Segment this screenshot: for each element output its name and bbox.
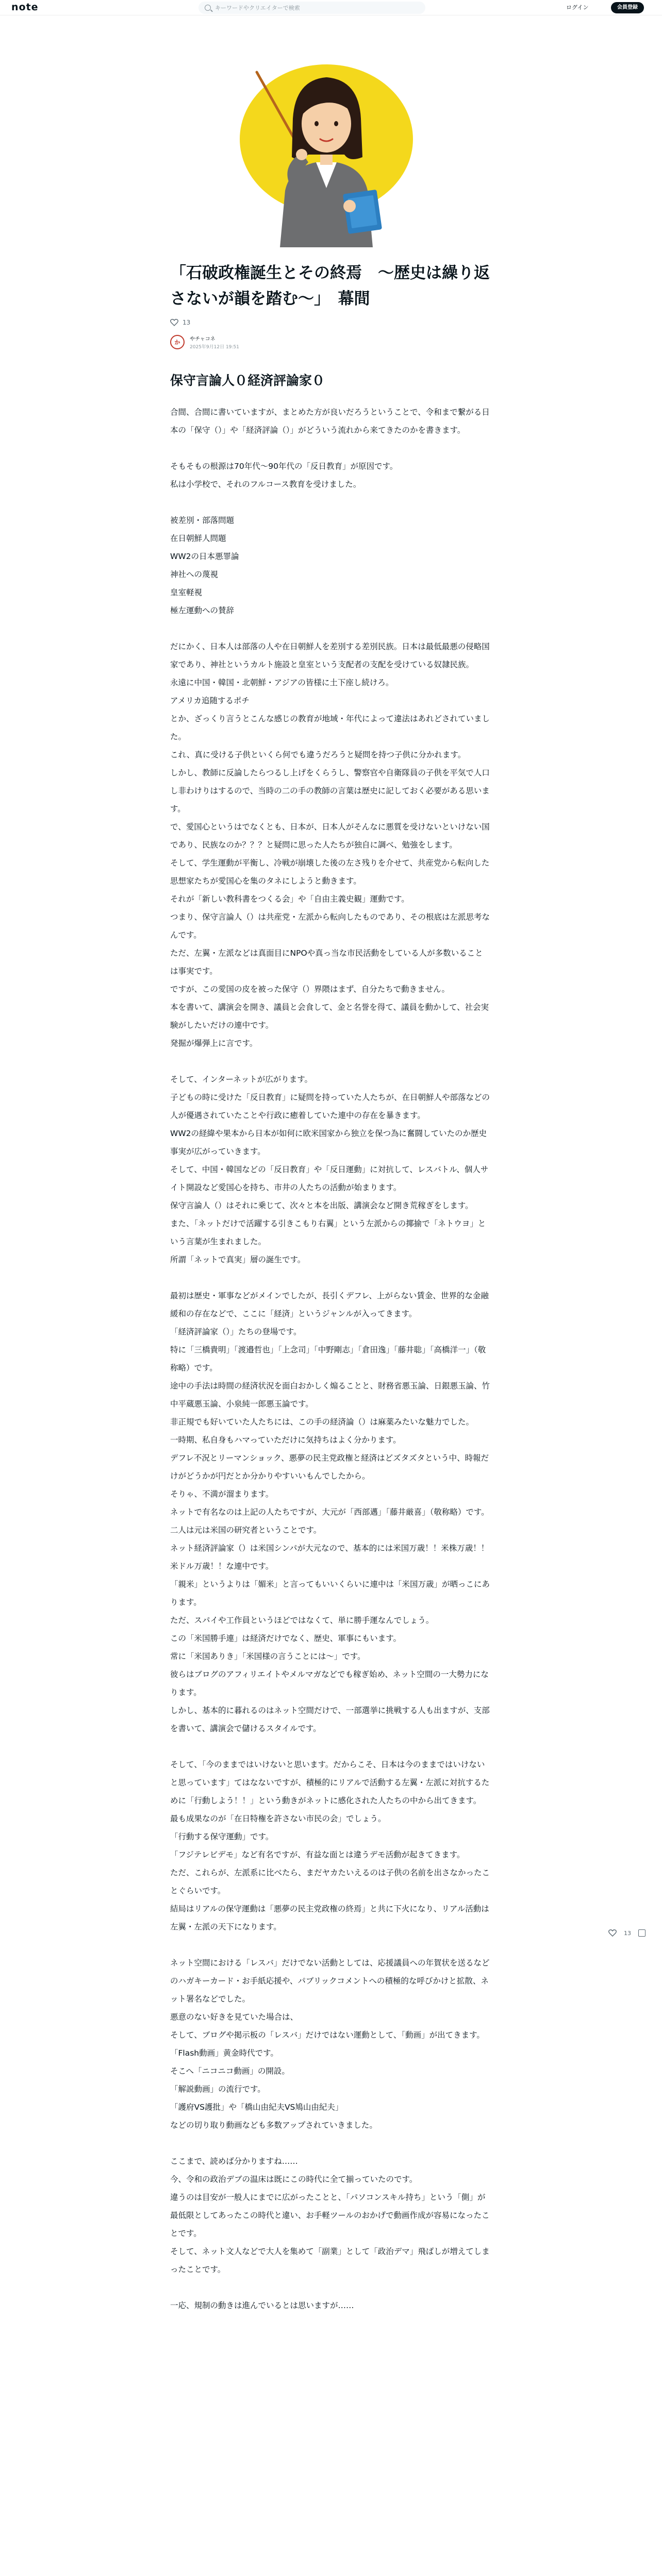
floating-action-bar [608, 1929, 646, 1937]
login-button[interactable]: ログイン [566, 4, 589, 11]
search-placeholder: キーワードやクリエイターで検索 [215, 5, 300, 11]
post-date: 2025年9月12日 19:51 [190, 345, 239, 350]
like-button[interactable] [170, 319, 490, 326]
global-header [0, 0, 662, 15]
section-heading: 保守言論人０経済評論家０ [170, 373, 325, 388]
article [170, 260, 490, 2315]
heart-icon[interactable] [608, 1929, 617, 1937]
author-row[interactable] [170, 334, 490, 350]
share-icon[interactable] [638, 1929, 646, 1937]
like-count: 13 [183, 319, 191, 326]
note-logo[interactable]: note [11, 2, 39, 13]
article-body: 合間、合間に書いていますが、まとめた方が良いだろうということで、令和まで繋がる日本の「保守（）」や「経済評論（）」がどういう流れから来てきたのかを書きます。 そもそもの根源は70年代〜90年代の「反日教育」が原因です。 私は小学校で、それのフルコース教育を受けました。 被差別・部落問題 在日朝鮮人問題 WW2の日本悪罪論 神社への蔑視 皇室軽視 極左運動への賛辞 だにかく、日本人は部落の人や在日朝鮮人を差別する差別民族。日本は最低最悪の侵略国家であり、神社というカルト施設と皇室という支配者の支配を受けている奴隷民族。 永遠に中国・韓国・北朝鮮・アジアの皆様に土下座し続けろ。 アメリカ追随するポチ とか、ざっくり言うとこんな感じの教育が地域・年代によって違法はあれどされていました。 これ、真に受ける子供といくら何でも違うだろうと疑問を持つ子供に分かれます。 しかし、教師に反論したらつるし上げをくらうし、警察官や自衛隊員の子供を平気で人口し非わけりはするので、当時の二の手の教師の言葉は歴史に記しておく必要がある思います。 で、愛国心というはでなくとも、日本が、日本人がそんなに悪質を受けないといけない国であり、民族なのか？？？と疑問に思った人たちが独自に調べ、勉強をします。 そして、学生運動が平衡し、冷戦が崩壊した後の左さ残りを介せて、共産党から転向した思想家たちが愛国心を集のタネにしようと動きます。 それが「新しい教科書をつくる会」や「自由主義史観」運動です。 つまり、保守言論人（）は共産党・左派から転向したものであり、その根底は左派思考なんです。 ただ、左翼・左派などは真面目にNPOや真っ当な市民活動をしている人が多数いることは事実です。 ですが、この愛国の皮を被った保守（）界隈はまず、自分たちで動きません。 本を書いて、講演会を開き、議員と会食して、金と名誉を得て、議員を動かして、社会実験がしたいだけの連中です。 発掘が爆弾上に言です。 そして、インターネットが広がります。 子どもの時に受けた「反日教育」に疑問を持っていた人たちが、在日朝鮮人や部落などの人が優遇されていたことや行政に癒着していた連中の存在を暴きます。 WW2の経緯や果本から日本が如何に欧米国家から独立を保つ為に奮闘していたのか歴史事実が広がっていきます。 そして、中国・韓国などの「反日教育」や「反日運動」に対抗して、レスバトル、個人サイト開設など愛国心を持ち、市井の人たちの活動が始まります。 保守言論人（）はそれに乗じて、次々と本を出版、講演会など開き荒稼ぎをします。 また、「ネットだけで活躍する引きこもり右翼」という左派からの揶揄で「ネトウヨ」という言葉が生まれました。 所謂「ネットで真実」層の誕生です。 最初は歴史・軍事などがメインでしたが、長引くデフレ、上がらない賃金、世界的な金融緩和の存在などで、ここに「経済」というジャンルが入ってきます。 「経済評論家（）」たちの登場です。 特に「三橋貴明」「渡邉哲也」「上念司」「中野剛志」「倉田逸」「藤井聡」「高橋洋一」（敬称略）です。 途中の手法は時間の経済状況を面白おかしく煽ることと、財務省悪玉論、日銀悪玉論、竹中平蔵悪玉論、小泉純一郎悪玉論です。 非正規でも好いていた人たちには、この手の経済論（）は麻薬みたいな魅力でした。 一時期、私自身もハマっていただけに気持ちはよく分かります。 デフレ不況とリーマンショック、悪夢の民主党政権と経済はどズタズタという中、時報だけがどうかが円だとか分かりやすいいもんでしたから。 そりゃ、不満が溜まります。 ネットで有名なのは上記の人たちですが、大元が「西部邁」「藤井厳喜」（敬称略）です。 二人は元は米国の研究者ということです。 ネット経済評論家（）は米国シンパが大元なので、基本的には米国万歳！！米株万歳！！米ドル万歳！！な連中です。 「親米」というよりは「媚米」と言ってもいいくらいに連中は「米国万歳」が晒っこにあります。 ただ、スパイや工作員というほどではなくて、単に勝手運なんでしょう。 この「米国勝手連」は経済だけでなく、歴史、軍事にもいます。 常に「米国ありき」「米国様の言うことには〜」です。 彼らはブログのアフィリエイトやメルマガなどでも稼ぎ始め、ネット空間の一大勢力になります。 しかし、基本的に暮れるのはネット空間だけで、一部選挙に挑戦する人も出ますが、支部を書いて、講演会で儲けるスタイルです。 そして、「今のままではいけないと思います。だからこそ、日本は今のままではいけないと思っています」てはなないですが、積極的にリアルで活動する左翼・左派に対抗するために「行動しよう！！」という動きがネットに感化された人たちの中から出てきます。 最も成果なのが「在日特権を許さない市民の会」でしょう。 「行動する保守運動」です。 「フジテレビデモ」など有名ですが、有益な面とは違うデモ活動が起きてきます。 ただ、これらが、左派系に比べたら、まだヤカたいえるのは子供の名前を出さなかったことぐらいです。 結局はリアルの保守運動は「悪夢の民主党政権の終焉」と共に下火になり、リアル活動は左翼・左派の天下になります。 ネット空間における「レスバ」だけでない活動としては、応援議員への年賀状を送るなどのハガキーカード・お手紙応援や、パブリックコメントへの積極的な呼びかけと拡散、ネット署名などでした。 悪意のない好きを見ていた場合は、 そして、ブログや掲示板の「レスバ」だけではない運動として、「動画」が出てきます。 「Flash動画」黄金時代です。 そこへ「ニコニコ動画」の開設。 「解説動画」の流行です。 「護府VS護批」や「橋山由紀夫VS鳩山由紀夫」 などの切り取り動画なども多数アップされていきました。 ここまで、読めば分かりますね…… 今、令和の政治デブの温床は既にこの時代に全て揃っていたのです。 違うのは目安が一般人にまでに広がったことと、「パソコンスキル持ち」という「側」が最低限としてあったこの時代と違い、お手軽ツールのおかげで動画作成が容易になったことです。 そして、ネット文人などで大人を集めて「副業」として「政治デマ」飛ばしが増えてしまったことです。 一応、規制の動きは進んでいるとは思いますが…… [170, 408, 490, 2310]
search-icon [205, 5, 211, 11]
signup-button[interactable]: 会員登録 [611, 2, 644, 13]
heart-icon [170, 319, 178, 326]
avatar[interactable]: か [170, 335, 185, 349]
article-title: 「石破政権誕生とその終焉 〜歴史は繰り返さないが韻を踏む〜」 幕間 [170, 264, 490, 308]
search-box[interactable] [198, 2, 425, 14]
author-name[interactable]: やチャコネ [190, 336, 216, 342]
hero-illustration [195, 52, 463, 247]
float-like-count: 13 [624, 1929, 631, 1937]
